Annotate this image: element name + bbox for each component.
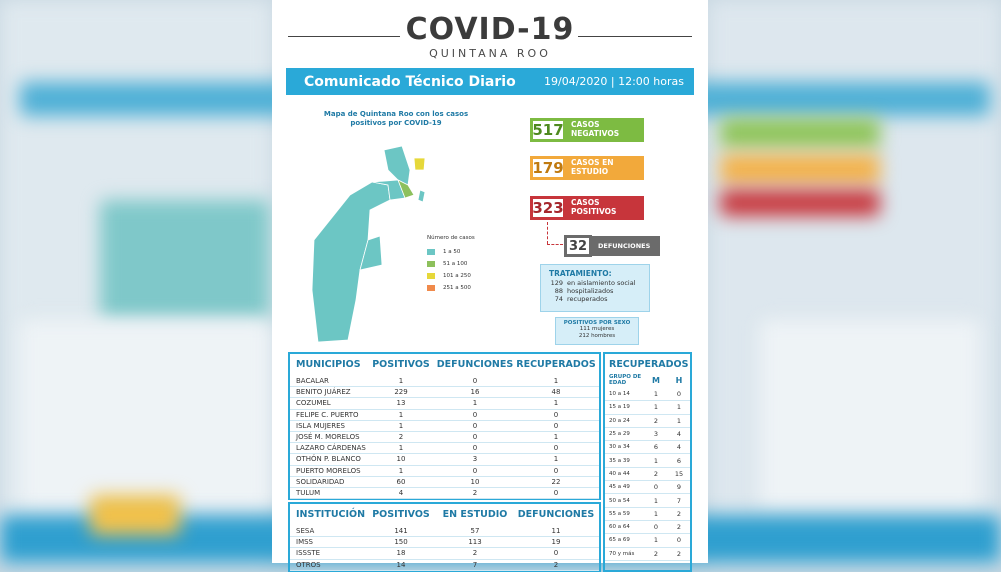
table-body: [290, 526, 599, 571]
stat-defunciones-value: 32: [564, 235, 592, 257]
table-cell: 15 a 19: [609, 404, 630, 411]
table-cell: 0: [676, 536, 682, 545]
map-region-cancun: [414, 158, 425, 170]
stat-estudio-value: 179: [530, 156, 566, 180]
table-row: [605, 428, 690, 441]
table-cell: 4: [398, 488, 404, 497]
table-cell: 2: [472, 549, 478, 558]
stat-positivos-label: CASOS POSITIVOS: [566, 196, 644, 220]
table-cell: 7: [472, 560, 478, 569]
tratamiento-row: 88 hospitalizados: [554, 287, 614, 295]
connector-line: [547, 222, 548, 244]
table-cell: 0: [653, 483, 659, 492]
table-cell: 141: [394, 527, 408, 536]
legend-swatch: [427, 285, 435, 291]
report-banner: [286, 68, 694, 95]
table-row: [290, 443, 599, 454]
table-row: [290, 537, 599, 548]
banner-title: Comunicado Técnico Diario: [304, 73, 516, 90]
table-cell: 3: [472, 455, 478, 464]
table-cell: 1: [553, 433, 559, 442]
table-row: [290, 421, 599, 432]
stat-estudio-label: CASOS EN ESTUDIO: [566, 156, 644, 180]
table-cell: BACALAR: [296, 377, 329, 386]
table-cell: 50 a 54: [609, 497, 630, 504]
table-cell: 1: [653, 456, 659, 465]
table-cell: 18: [396, 549, 406, 558]
table-cell: COZUMEL: [296, 399, 331, 408]
table-cell: JOSÉ M. MORELOS: [296, 433, 360, 442]
sexo-row: 212 hombres: [578, 333, 616, 339]
table-cell: 3: [653, 430, 659, 439]
table-cell: 0: [472, 466, 478, 475]
tratamiento-box: [540, 264, 650, 312]
table-cell: 1: [676, 403, 682, 412]
table-row: [290, 376, 599, 387]
table-row: [605, 468, 690, 481]
table-cell: 2: [676, 549, 682, 558]
table-header: MUNICIPIOS POSITIVOS DEFUNCIONES RECUPERADOS: [296, 359, 596, 370]
legend-swatch: [427, 273, 435, 279]
table-header: RECUPERADOS: [609, 359, 689, 370]
table-cell: 10 a 14: [609, 391, 630, 398]
stat-negativos: [530, 118, 644, 142]
table-cell: 6: [653, 443, 659, 452]
sexo-title: POSITIVOS POR SEXO: [563, 320, 631, 326]
table-cell: 0: [553, 466, 559, 475]
legend-label: 1 a 50: [443, 249, 461, 255]
table-row: [290, 477, 599, 488]
table-row: [290, 548, 599, 559]
map-region-cozumel: [418, 190, 425, 202]
table-cell: 0: [553, 410, 559, 419]
table-row: [290, 410, 599, 421]
table-row: [605, 481, 690, 494]
table-row: [290, 398, 599, 409]
banner-date: 19/04/2020 | 12:00 horas: [544, 75, 684, 88]
table-row: [605, 521, 690, 534]
table-cell: SESA: [296, 527, 315, 536]
table-cell: LAZARO CÁRDENAS: [296, 444, 366, 453]
table-cell: 11: [551, 527, 561, 536]
table-cell: 2: [676, 523, 682, 532]
legend-label: 251 a 500: [443, 285, 471, 291]
sexo-row: 111 mujeres: [579, 326, 615, 332]
table-cell: 19: [551, 538, 561, 547]
tratamiento-row: 129 en aislamiento social: [550, 279, 636, 287]
table-cell: 4: [676, 430, 682, 439]
map-region-north: [384, 146, 410, 185]
legend-label: 51 a 100: [443, 261, 468, 267]
legend-item: [427, 258, 475, 270]
page-subtitle: QUINTANA ROO: [429, 47, 551, 60]
table-cell: 1: [398, 377, 404, 386]
table-row: [290, 466, 599, 477]
table-row: [290, 432, 599, 443]
table-cell: 0: [553, 444, 559, 453]
table-cell: 25 a 29: [609, 431, 630, 438]
table-cell: 65 a 69: [609, 537, 630, 544]
municipios-table: [288, 352, 601, 500]
table-cell: 1: [653, 496, 659, 505]
connector-line: [547, 244, 563, 245]
table-cell: 55 a 59: [609, 510, 630, 517]
table-cell: SOLIDARIDAD: [296, 477, 345, 486]
table-cell: 0: [472, 433, 478, 442]
table-body: [605, 388, 690, 561]
legend-item: [427, 246, 475, 258]
table-cell: 22: [551, 477, 561, 486]
table-cell: 1: [653, 403, 659, 412]
table-cell: 10: [396, 455, 406, 464]
table-cell: 1: [553, 377, 559, 386]
table-header: INSTITUCIÓN POSITIVOS EN ESTUDIO DEFUNCIONES: [296, 509, 595, 520]
table-row: [290, 387, 599, 398]
table-cell: 1: [472, 399, 478, 408]
table-cell: 229: [394, 388, 408, 397]
table-row: [605, 494, 690, 507]
table-cell: 1: [398, 444, 404, 453]
table-cell: 10: [470, 477, 480, 486]
table-body: [290, 376, 599, 499]
table-cell: 0: [553, 421, 559, 430]
positivos-por-sexo-box: [555, 317, 639, 345]
table-cell: 2: [676, 509, 682, 518]
stat-negativos-value: 517: [530, 118, 566, 142]
stat-positivos: [530, 196, 644, 220]
table-row: [605, 415, 690, 428]
table-cell: 1: [398, 421, 404, 430]
stat-defunciones: [564, 235, 660, 257]
table-row: [605, 454, 690, 467]
table-cell: 6: [676, 456, 682, 465]
tratamiento-row: 74 recuperados: [554, 295, 608, 303]
stat-negativos-label: CASOS NEGATIVOS: [566, 118, 644, 142]
table-cell: TULUM: [296, 488, 321, 497]
table-cell: 30 a 34: [609, 444, 630, 451]
map-legend: [427, 235, 475, 294]
table-cell: 15: [674, 469, 684, 478]
table-cell: 0: [472, 444, 478, 453]
table-cell: 13: [396, 399, 406, 408]
table-row: [605, 388, 690, 401]
table-cell: 2: [553, 560, 559, 569]
table-cell: 14: [396, 560, 406, 569]
covid-report-poster: [272, 0, 708, 569]
quintana-roo-map: [310, 140, 445, 345]
stat-estudio: [530, 156, 644, 180]
table-cell: 1: [676, 416, 682, 425]
table-cell: 0: [653, 523, 659, 532]
table-cell: 20 a 24: [609, 417, 630, 424]
table-cell: 40 a 44: [609, 470, 630, 477]
table-cell: 1: [653, 390, 659, 399]
page-title: COVID-19: [405, 12, 575, 47]
table-row: [605, 441, 690, 454]
table-cell: BENITO JUÁREZ: [296, 388, 351, 397]
legend-swatch: [427, 261, 435, 267]
table-row: [605, 534, 690, 547]
table-row: [605, 401, 690, 414]
table-cell: 113: [468, 538, 482, 547]
tratamiento-title: TRATAMIENTO:: [549, 269, 612, 278]
table-cell: 0: [472, 421, 478, 430]
table-cell: 0: [472, 410, 478, 419]
table-cell: ISSSTE: [296, 549, 321, 558]
table-cell: 16: [470, 388, 480, 397]
instituciones-table: [288, 502, 601, 572]
legend-item: [427, 270, 475, 282]
table-cell: 2: [398, 433, 404, 442]
table-cell: 2: [653, 469, 659, 478]
table-cell: 35 a 39: [609, 457, 630, 464]
legend-swatch: [427, 249, 435, 255]
table-cell: ISLA MUJERES: [296, 421, 345, 430]
table-row: [290, 526, 599, 537]
table-cell: OTHÓN P. BLANCO: [296, 455, 361, 464]
table-cell: 2: [653, 549, 659, 558]
table-cell: 0: [472, 377, 478, 386]
table-cell: 60 a 64: [609, 524, 630, 531]
table-cell: 0: [553, 549, 559, 558]
table-cell: 2: [653, 416, 659, 425]
recuperados-table: [603, 352, 692, 572]
table-cell: 4: [676, 443, 682, 452]
map-title: Mapa de Quintana Roo con los casos positivos por COVID-19: [323, 110, 469, 127]
table-subheader: GRUPO DE EDAD M H: [609, 374, 683, 386]
table-row: [290, 488, 599, 499]
table-cell: 57: [470, 527, 480, 536]
table-cell: 70 y más: [609, 550, 635, 557]
table-cell: 1: [653, 509, 659, 518]
table-cell: 1: [398, 410, 404, 419]
table-row: [605, 548, 690, 561]
table-cell: 1: [553, 455, 559, 464]
legend-title: Número de casos: [427, 235, 475, 241]
table-cell: 1: [653, 536, 659, 545]
legend-item: [427, 282, 475, 294]
stat-defunciones-label: DEFUNCIONES: [592, 236, 660, 256]
table-cell: 9: [676, 483, 682, 492]
table-cell: FELIPE C. PUERTO: [296, 410, 359, 419]
table-cell: IMSS: [296, 538, 313, 547]
legend-label: 101 a 250: [443, 273, 471, 279]
table-cell: 2: [472, 488, 478, 497]
table-cell: 60: [396, 477, 406, 486]
stat-positivos-value: 323: [530, 196, 566, 220]
table-cell: 0: [553, 488, 559, 497]
table-row: [290, 560, 599, 571]
table-cell: 0: [676, 390, 682, 399]
table-cell: 150: [394, 538, 408, 547]
table-cell: 1: [398, 466, 404, 475]
table-cell: OTROS: [296, 560, 321, 569]
table-cell: 45 a 49: [609, 484, 630, 491]
table-cell: 1: [553, 399, 559, 408]
table-cell: PUERTO MORELOS: [296, 466, 361, 475]
table-row: [605, 508, 690, 521]
table-row: [290, 454, 599, 465]
table-cell: 48: [551, 388, 561, 397]
table-cell: 7: [676, 496, 682, 505]
